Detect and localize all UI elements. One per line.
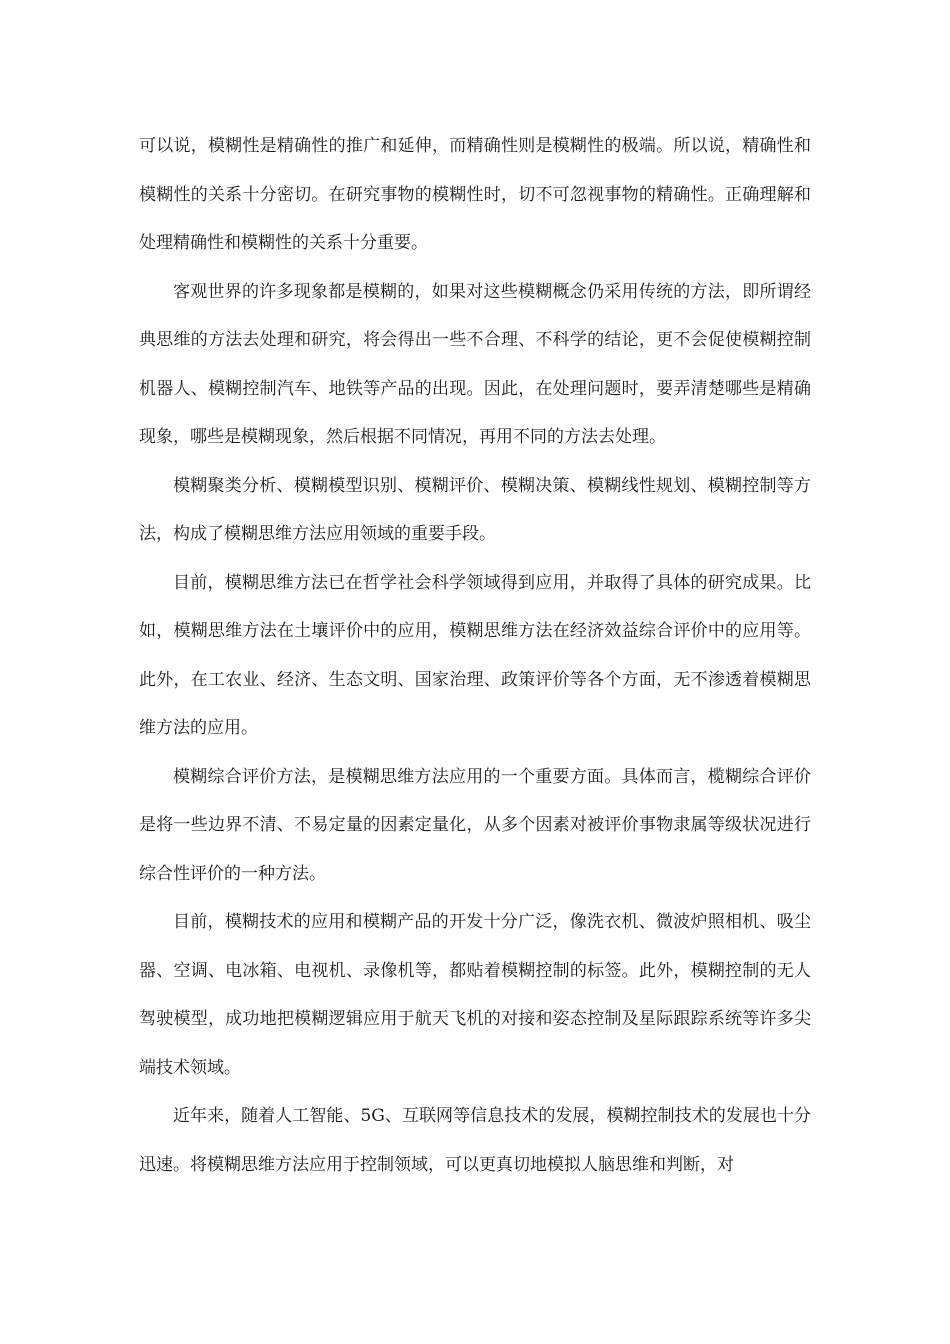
- body-text: [139, 122, 811, 1189]
- paragraph-3: 模糊聚类分析、模糊模型识别、模糊评价、模糊决策、模糊线性规划、模糊控制等方法，构成了模糊思维方法应用领域的重要手段。: [139, 475, 811, 544]
- paragraph-5: 模糊综合评价方法，是模糊思维方法应用的一个重要方面。具体而言，榄糊综合评价是将一些边界不清、不易定量的因素定量化，从多个因素对被评价事物隶属等级状况进行综合性评价的一种方法。: [139, 766, 811, 884]
- paragraph-4: 目前，模糊思维方法已在哲学社会科学领域得到应用，并取得了具体的研究成果。比如，模糊思维方法在土壤评价中的应用，模糊思维方法在经济效益综合评价中的应用等。此外，在工农业、经济、生态文明、国家治理、政策评价等各个方面，无不渗透着模糊思维方法的应用。: [139, 572, 811, 738]
- paragraph-2: 客观世界的许多现象都是模糊的，如果对这些模糊概念仍采用传统的方法，即所谓经典思维的方法去处理和研究，将会得出一些不合理、不科学的结论，更不会促使模糊控制机器人、模糊控制汽车、地铁等产品的出现。因此，在处理问题时，要弄清楚哪些是精确现象，哪些是模糊现象，然后根据不同情况，再用不同的方法去处理。: [139, 281, 811, 447]
- paragraph-7: 近年来，随着人工智能、5G、互联网等信息技术的发展，模糊控制技术的发展也十分迅速。将模糊思维方法应用于控制领域，可以更真切地模拟人脑思维和判断，对: [139, 1106, 811, 1175]
- paragraph-6: 目前，模糊技术的应用和模糊产品的开发十分广泛，像洗衣机、微波炉照相机、吸尘器、空调、电冰箱、电视机、录像机等，都贴着模糊控制的标签。此外，模糊控制的无人驾驶模型，成功地把模糊逻辑应用于航天飞机的对接和姿态控制及星际跟踪系统等许多尖端技术领域。: [139, 912, 811, 1078]
- paragraph-1: 可以说，模糊性是精确性的推广和延伸，而精确性则是模糊性的极端。所以说，精确性和模糊性的关系十分密切。在研究事物的模糊性时，切不可忽视事物的精确性。正确理解和处理精确性和模糊性的关系十分重要。: [139, 136, 811, 253]
